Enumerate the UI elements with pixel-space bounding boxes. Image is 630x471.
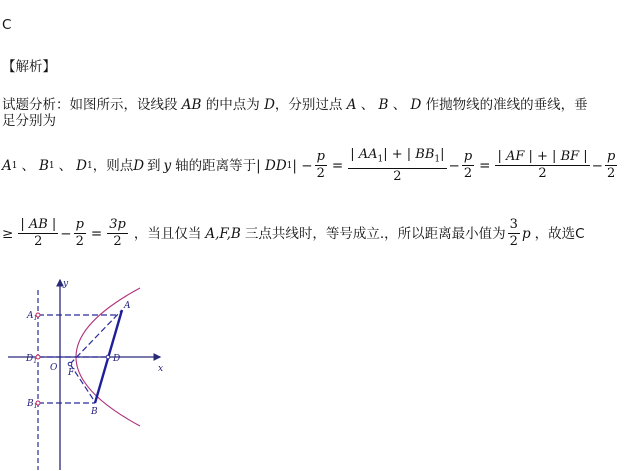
denominator: 2 — [606, 166, 616, 182]
y-axis-label: y — [63, 279, 69, 289]
minus-sign: − — [448, 157, 460, 174]
distance-text: 轴的距离等于 — [175, 157, 257, 174]
minus-sign: − — [60, 225, 72, 242]
label-d1 — [25, 354, 37, 365]
segment-ab: AB — [181, 97, 202, 113]
denominator: 2 — [34, 234, 43, 249]
point-d1: D — [76, 157, 87, 174]
formula-line-1 — [2, 147, 619, 185]
point-b1: B — [38, 157, 49, 174]
numerator: | AB | — [20, 217, 57, 232]
numerator: p — [316, 149, 325, 165]
label-b: B — [91, 407, 98, 417]
fraction-3p-over-2 — [107, 217, 128, 250]
denominator: 2 — [113, 234, 122, 249]
analysis-through-text: ，分别过点 — [274, 97, 343, 113]
fraction-af-bf — [495, 149, 589, 182]
plus-bb1: | + | BB — [383, 147, 435, 162]
subscript: 1 — [86, 160, 93, 171]
aa1-abs: | AA — [350, 147, 378, 162]
equals-sign: = — [90, 225, 103, 242]
denominator: 2 — [463, 166, 473, 182]
fraction-aa1-bb1 — [348, 147, 446, 185]
point-a: A — [346, 97, 357, 113]
fraction-p-over-2 — [462, 149, 474, 182]
denominator: 2 — [509, 234, 518, 249]
denominator: 2 — [393, 168, 402, 184]
fraction-p-over-2 — [605, 149, 617, 182]
denominator: 2 — [538, 166, 547, 182]
analysis-intro: 试题分析：如图所示，设线段 — [2, 97, 178, 113]
point-d-2: D — [410, 97, 422, 113]
parabola-diagram — [0, 272, 180, 471]
numerator — [348, 147, 446, 168]
separator: 、 — [360, 97, 375, 113]
label-sub: 1 — [33, 358, 38, 365]
separator: 、 — [392, 97, 407, 113]
analysis-line-1 — [2, 96, 588, 114]
label-b1-letter: B — [27, 399, 34, 409]
label-a1 — [26, 311, 37, 322]
numerator: 3 — [509, 217, 518, 232]
numerator: p — [75, 217, 84, 232]
label-a1-letter: A — [27, 311, 34, 321]
label-f: F — [68, 368, 75, 378]
dd1-abs: | DD — [256, 157, 287, 174]
point-f-marker — [68, 362, 72, 366]
denominator: 2 — [316, 166, 325, 182]
point-a1: A — [2, 157, 12, 174]
y-axis-symbol: y — [163, 157, 172, 174]
point-d: D — [133, 157, 145, 174]
points-afb: A,F,B — [205, 225, 241, 242]
geq-sign: ≥ — [2, 225, 14, 242]
formula-line-2 — [2, 217, 585, 250]
fraction-p-over-2 — [315, 149, 327, 182]
equals-sign: = — [479, 157, 491, 174]
to-text: 到 — [147, 157, 161, 174]
equals-sign: = — [331, 157, 344, 174]
abs-close: | — [440, 147, 445, 162]
condition-text: ，当且仅当 — [133, 225, 202, 242]
x-axis-label: x — [158, 364, 164, 374]
numerator: p — [606, 149, 616, 165]
numerator: 3p — [109, 217, 126, 232]
section-header: 【解析】 — [2, 59, 56, 75]
analysis-line-2: 足分别为 — [2, 113, 56, 129]
numerator: | AF | + | BF | — [497, 149, 588, 165]
fraction-p-over-2 — [74, 217, 86, 250]
label-a: A — [124, 301, 131, 311]
label-b1 — [26, 399, 37, 410]
label-sub: 1 — [33, 315, 38, 322]
label-d: D — [113, 354, 121, 364]
point-d: D — [264, 97, 275, 113]
subscript: 1 — [48, 160, 55, 171]
label-d1-letter: D — [26, 354, 34, 364]
fraction-3-over-2 — [508, 217, 520, 250]
subscript: 1 — [11, 160, 18, 171]
separator: 、 — [58, 157, 73, 174]
label-o: O — [50, 363, 58, 373]
then-text: ，则点 — [92, 157, 134, 174]
point-d-marker — [106, 355, 110, 359]
subscript: 1 — [377, 154, 384, 165]
answer-letter: C — [2, 17, 12, 33]
label-sub: 1 — [33, 403, 38, 410]
subscript: 1 — [286, 160, 293, 171]
point-b: B — [378, 97, 389, 113]
subscript: 1 — [434, 154, 441, 165]
conclusion-text: ，故选C — [534, 225, 585, 242]
separator: 、 — [21, 157, 35, 174]
variable-p: p — [521, 225, 531, 242]
collinear-text: 三点共线时，等号成立.，所以距离最小值为 — [244, 225, 506, 242]
abs-close-minus: | − — [292, 157, 313, 174]
analysis-midpoint-text: 的中点为 — [205, 97, 260, 113]
denominator: 2 — [75, 234, 84, 249]
minus-sign: − — [591, 157, 603, 174]
analysis-perp-text: 作抛物线的准线的垂线，垂 — [425, 97, 588, 113]
fraction-ab-over-2 — [18, 217, 58, 250]
numerator: p — [463, 149, 473, 165]
